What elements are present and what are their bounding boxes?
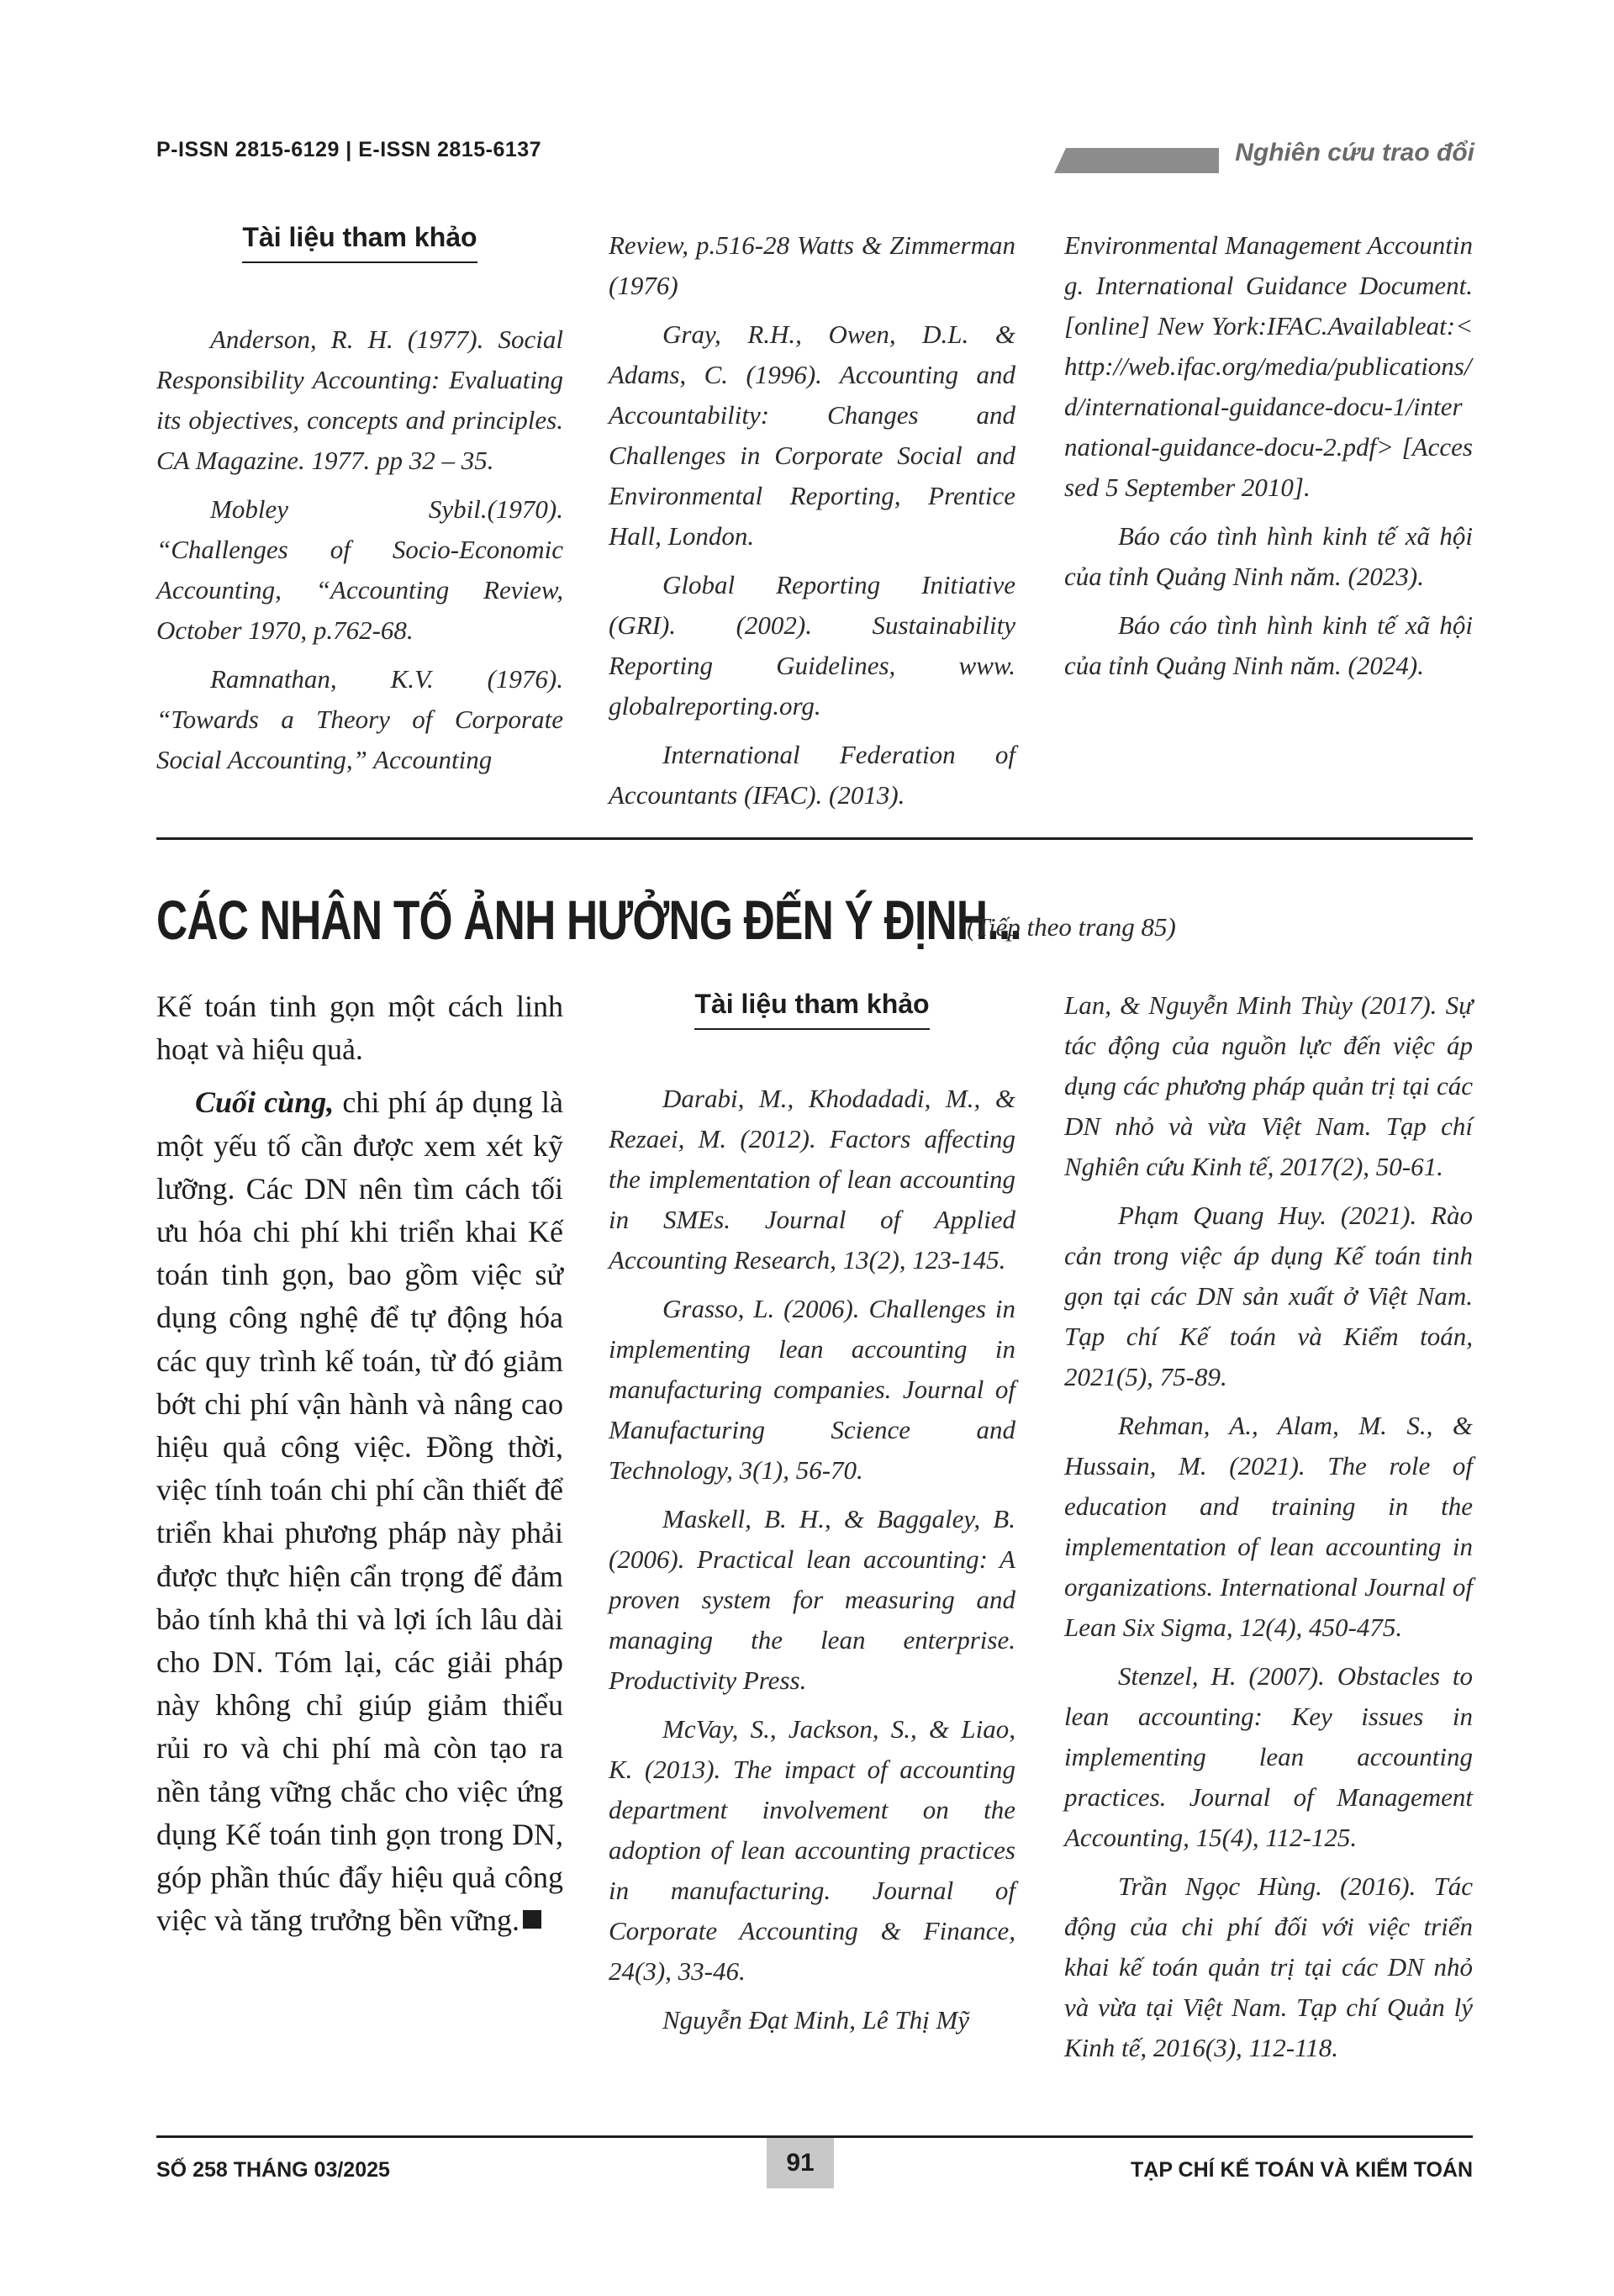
reference-entry: Trần Ngọc Hùng. (2016). Tác động của chi phí đối với việc triển khai kế toán quản trị tại các DN nhỏ và vừa tại Việt Nam. Tạp chí Quản lý Kinh tế, 2016(3), 112-118.	[1064, 1871, 1473, 2062]
reference-entry: Ramnathan, K.V. (1976). “Towards a Theory of Corporate Social Accounting,” Accounting	[156, 664, 563, 774]
header-issn: P-ISSN 2815-6129 | E-ISSN 2815-6137	[156, 138, 542, 161]
reference-entry-continued: Environmental Management Accounting. International Guidance Document. [online] New York:IFAC.Availableat:<http://web.ifac.org/media/publications/d/international-guidance-docu-1/international-guidance-docu-2.pdf> [Accessed 5 September 2010].	[1064, 230, 1473, 502]
body-lead-phrase: Cuối cùng,	[195, 1085, 335, 1120]
header-accent-bar	[1054, 148, 1219, 173]
top-refs-column-1	[156, 222, 563, 780]
continued-from-note: (Tiếp theo trang 85)	[967, 912, 1176, 942]
body-paragraph-text: chi phí áp dụng là một yếu tố cần được xem xét kỹ lưỡng. Các DN nên tìm cách tối ưu hóa chi phí khi triển khai Kế toán tinh gọn, bao gồm việc sử dụng công nghệ để tự động hóa các quy trình kế toán, từ đó giảm bớt chi phí vận hành và nâng cao hiệu quả công việc. Đồng thời, việc tính toán chi phí cần thiết để triển khai phương pháp này phải được thực hiện cẩn trọng để đảm bảo tính khả thi và lợi ích lâu dài cho DN. Tóm lại, các giải pháp này không chỉ giúp giảm thiểu rủi ro và chi phí mà còn tạo ra nền tảng vững chắc cho việc ứng dụng Kế toán tinh gọn trong DN, góp phần thúc đẩy hiệu quả công việc và tăng trưởng bền vững.	[156, 1085, 563, 1938]
footer-journal-name: TẠP CHÍ KẾ TOÁN VÀ KIỂM TOÁN	[1131, 2158, 1473, 2182]
top-refs-column-3	[1064, 225, 1473, 686]
reference-entry: Maskell, B. H., & Baggaley, B. (2006). Practical lean accounting: A proven system for measuring and managing the lean enterprise. Productivity Press.	[609, 1504, 1015, 1695]
section-divider	[156, 837, 1473, 840]
top-refs-column-2	[609, 225, 1015, 815]
reference-entry: Grasso, L. (2006). Challenges in implementing lean accounting in manufacturing companies. Journal of Manufacturing Science and Technology, 3(1), 56-70.	[609, 1294, 1015, 1485]
top-refs-heading: Tài liệu tham khảo	[156, 222, 563, 263]
reference-entry-continued: Lan, & Nguyễn Minh Thùy (2017). Sự tác động của nguồn lực đến việc áp dụng các phương pháp quản trị tại các DN nhỏ và vừa Việt Nam. Tạp chí Nghiên cứu Kinh tế, 2017(2), 50-61.	[1064, 990, 1473, 1181]
reference-entry: Rehman, A., Alam, M. S., & Hussain, M. (2021). The role of education and training in the implementation of lean accounting in organizations. International Journal of Lean Six Sigma, 12(4), 450-475.	[1064, 1411, 1473, 1642]
article-body	[156, 985, 563, 1942]
reference-entry: Báo cáo tình hình kinh tế xã hội của tỉnh Quảng Ninh năm. (2024).	[1064, 610, 1473, 680]
reference-entry: Báo cáo tình hình kinh tế xã hội của tỉnh Quảng Ninh năm. (2023).	[1064, 521, 1473, 591]
reference-entry: Global Reporting Initiative (GRI). (2002). Sustainability Reporting Guidelines, www. globalreporting.org.	[609, 570, 1015, 720]
end-of-article-mark	[523, 1910, 541, 1929]
reference-entry-continued: Review, p.516-28 Watts & Zimmerman (1976)	[609, 230, 1015, 300]
reference-entry: Nguyễn Đạt Minh, Lê Thị Mỹ	[662, 2005, 970, 2035]
bottom-refs-heading: Tài liệu tham khảo	[609, 989, 1015, 1030]
reference-entry: International Federation of Accountants (IFAC). (2013).	[609, 740, 1015, 810]
reference-entry: Stenzel, H. (2007). Obstacles to lean accounting: Key issues in implementing lean accounting practices. Journal of Management Accounting, 15(4), 112-125.	[1064, 1661, 1473, 1852]
page-number: 91	[767, 2138, 834, 2188]
article-title: CÁC NHÂN TỐ ẢNH HƯỞNG ĐẾN Ý ĐỊNH...	[156, 889, 1021, 951]
body-paragraph	[156, 1081, 563, 1942]
reference-entry: Phạm Quang Huy. (2021). Rào cản trong việc áp dụng Kế toán tinh gọn tại các DN sản xuất ở Việt Nam. Tạp chí Kế toán và Kiểm toán, 2021(5), 75-89.	[1064, 1201, 1473, 1391]
reference-entry: Gray, R.H., Owen, D.L. & Adams, C. (1996). Accounting and Accountability: Changes and Challenges in Corporate Social and Environmental Reporting, Prentice Hall, London.	[609, 319, 1015, 551]
reference-entry: Mobley Sybil.(1970). “Challenges of Socio-Economic Accounting, “Accounting Review, October 1970, p.762-68.	[156, 494, 563, 645]
reference-entry: Anderson, R. H. (1977). Social Responsibility Accounting: Evaluating its objectives, concepts and principles. CA Magazine. 1977. pp 32 – 35.	[156, 325, 563, 475]
reference-entry: Darabi, M., Khodadadi, M., & Rezaei, M. (2012). Factors affecting the implementation of lean accounting in SMEs. Journal of Applied Accounting Research, 13(2), 123-145.	[609, 1084, 1015, 1275]
bottom-refs-column-2	[609, 989, 1015, 2040]
footer-issue: SỐ 258 THÁNG 03/2025	[156, 2158, 390, 2182]
body-paragraph: Kế toán tinh gọn một cách linh hoạt và hiệu quả.	[156, 990, 563, 1067]
reference-entry: McVay, S., Jackson, S., & Liao, K. (2013). The impact of accounting department involvement on the adoption of lean accounting practices in manufacturing. Journal of Corporate Accounting & Finance, 24(3), 33-46.	[609, 1714, 1015, 1986]
header-section-title: Nghiên cứu trao đổi	[1235, 139, 1474, 166]
bottom-refs-column-3	[1064, 985, 1473, 2068]
